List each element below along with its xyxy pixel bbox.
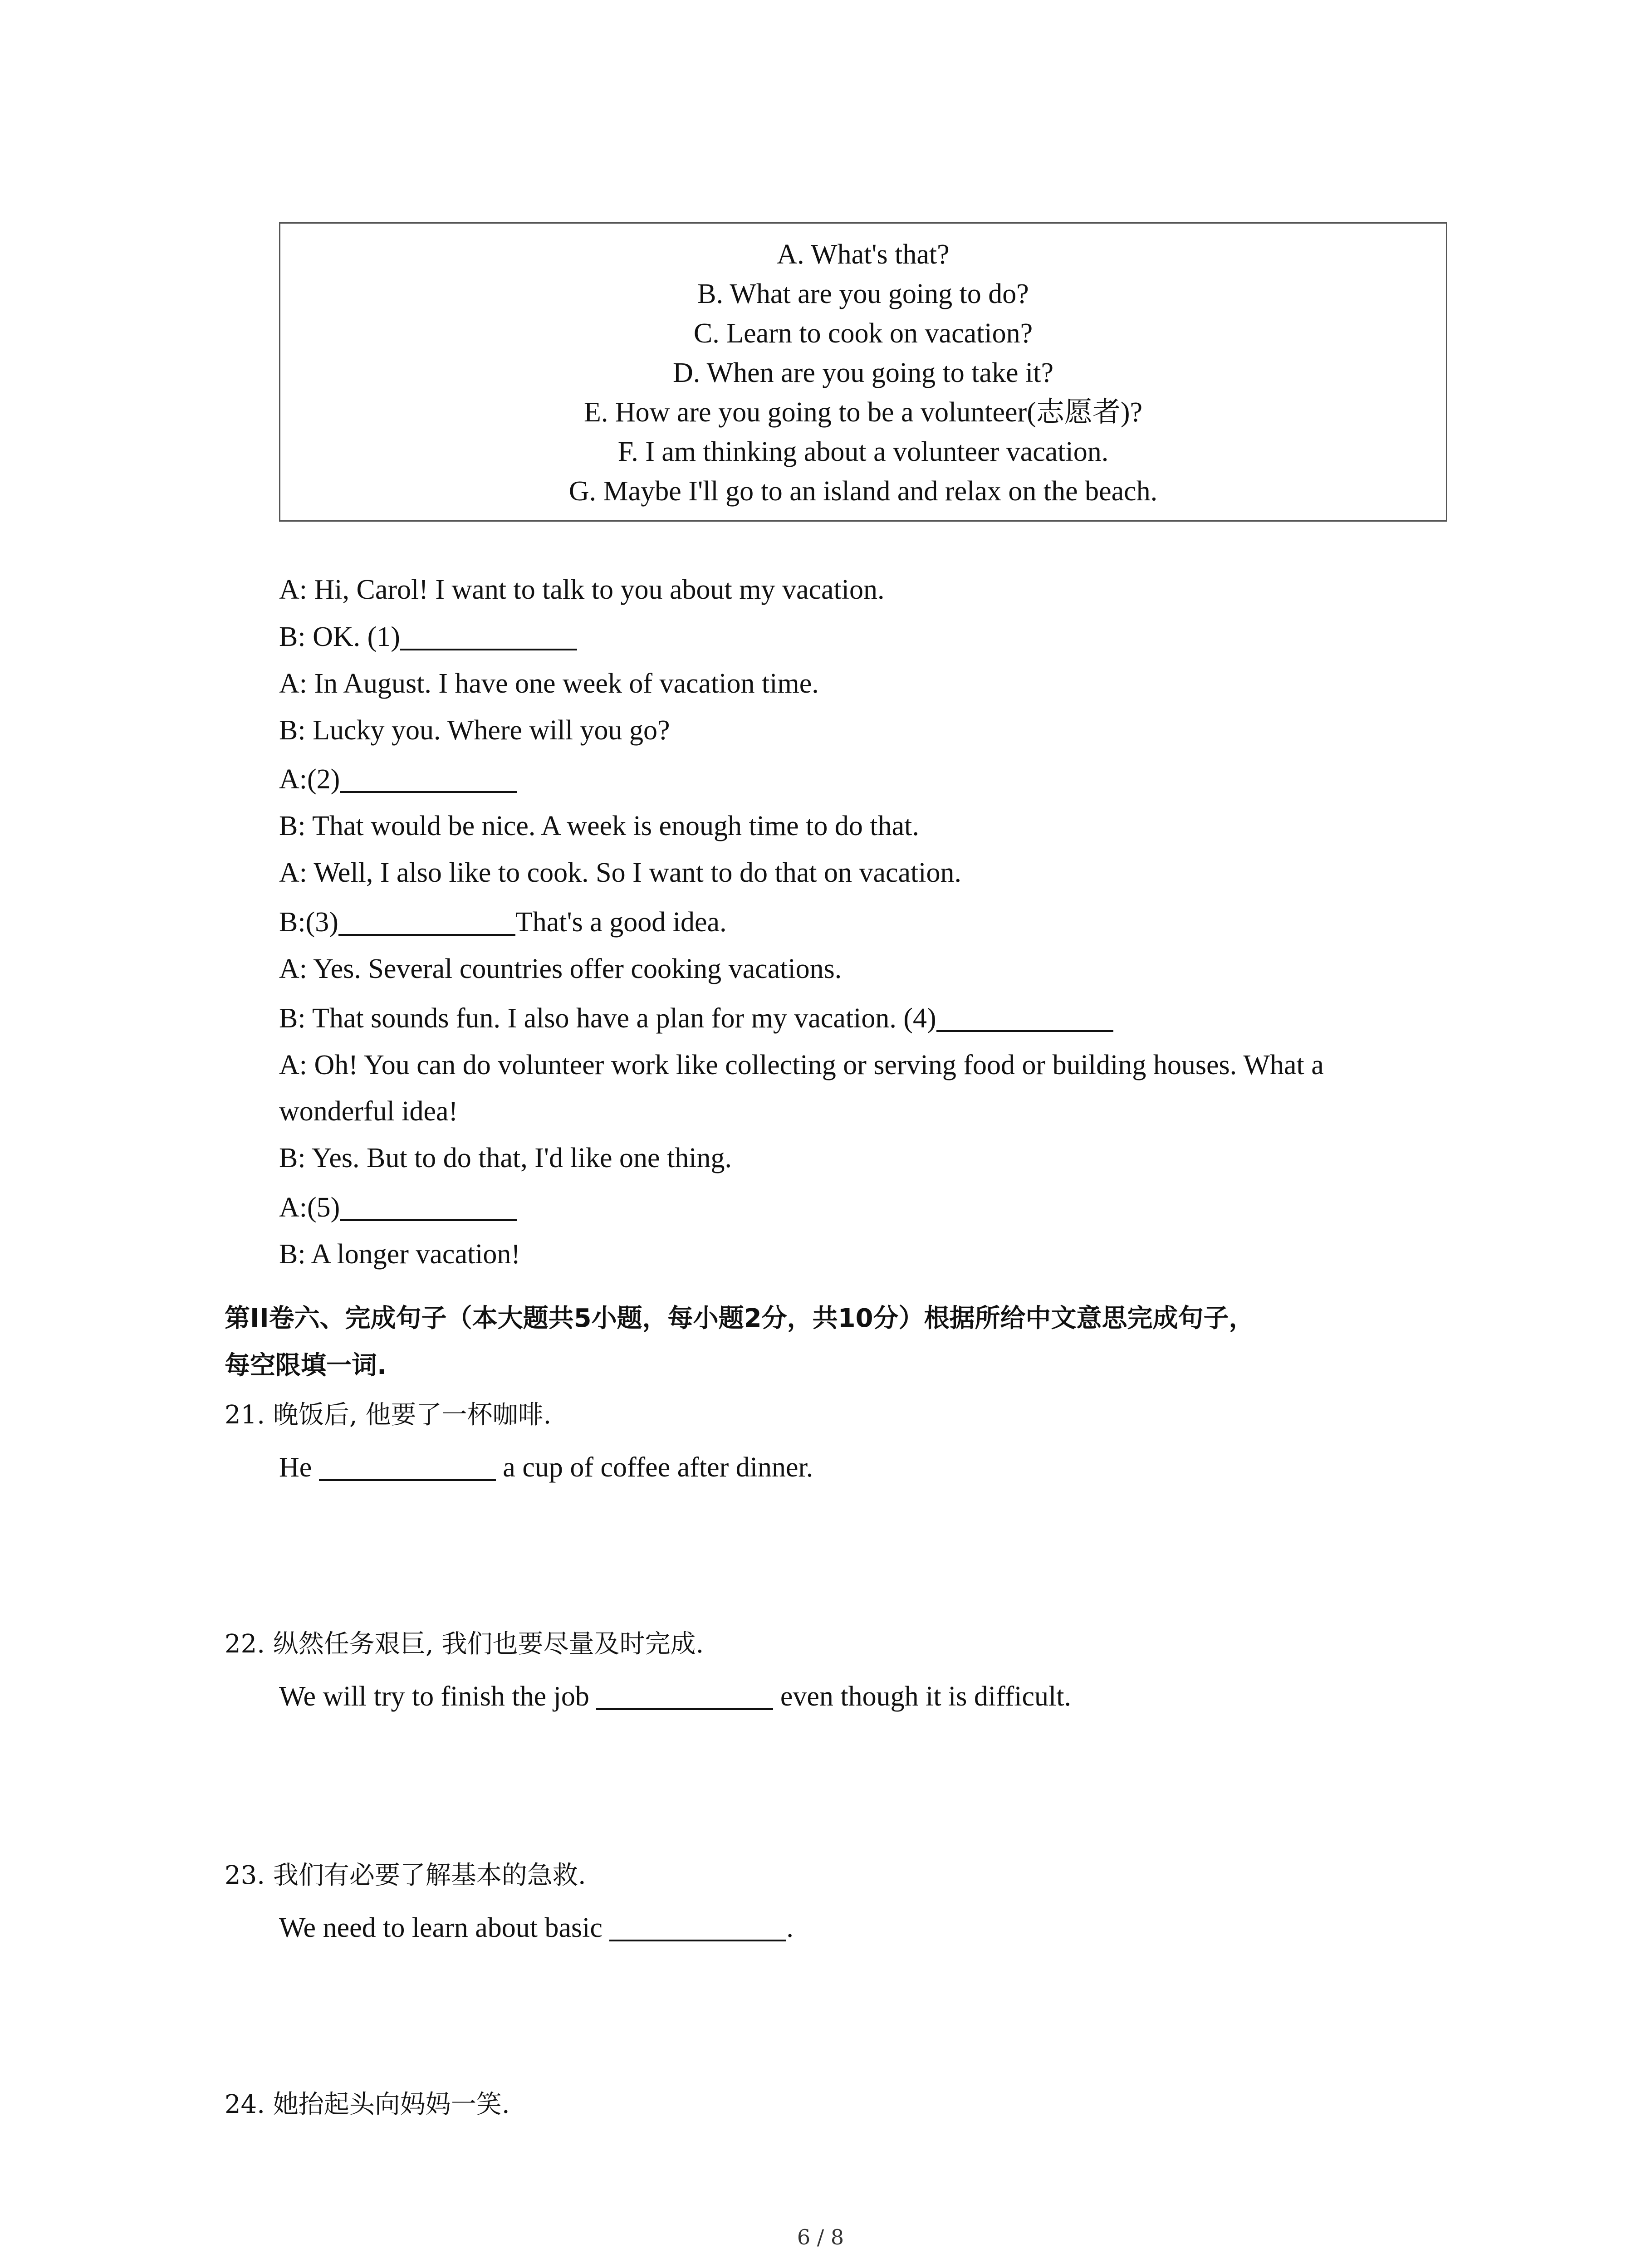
answer-blank-5[interactable] bbox=[340, 1191, 517, 1221]
answer-blank-3[interactable] bbox=[338, 906, 515, 936]
question-24-chinese: 24. 她抬起头向妈妈一笑. bbox=[225, 2090, 510, 2119]
option-f: F. I am thinking about a volunteer vacation. bbox=[617, 436, 1109, 467]
question-21-english: He a cup of coffee after dinner. bbox=[279, 1452, 813, 1483]
answer-blank-22[interactable] bbox=[596, 1680, 773, 1710]
dialogue-line: B: Yes. But to do that, I'd like one thing. bbox=[279, 1143, 732, 1173]
question-22-english: We will try to finish the job even though it is difficult. bbox=[279, 1681, 1071, 1712]
answer-blank-1[interactable] bbox=[400, 621, 577, 650]
option-d: D. When are you going to take it? bbox=[672, 357, 1054, 388]
option-g: G. Maybe I'll go to an island and relax on the beach. bbox=[568, 476, 1158, 507]
options-box bbox=[279, 222, 1447, 522]
dialogue-line: B: That sounds fun. I also have a plan for my vacation. (4) bbox=[279, 996, 1113, 1041]
dialogue-line: A:(5) bbox=[279, 1185, 517, 1230]
answer-blank-23[interactable] bbox=[609, 1911, 786, 1941]
dialogue-line: wonderful idea! bbox=[279, 1096, 458, 1127]
page-number: 6 / 8 bbox=[797, 2225, 844, 2249]
option-c: C. Learn to cook on vacation? bbox=[693, 318, 1033, 349]
answer-blank-21[interactable] bbox=[319, 1451, 496, 1481]
option-e: E. How are you going to be a volunteer(志愿者)? bbox=[583, 397, 1143, 428]
dialogue-line: B: That would be nice. A week is enough time to do that. bbox=[279, 811, 919, 841]
dialogue-line: A:(2) bbox=[279, 757, 517, 802]
dialogue-line: A: Well, I also like to cook. So I want to do that on vacation. bbox=[279, 857, 961, 888]
section-heading: 第II卷六、完成句子（本大题共5小题，每小题2分，共10分）根据所给中文意思完成句子， 每空限填一词. bbox=[225, 1304, 1254, 1380]
dialogue-line: B: OK. (1) bbox=[279, 614, 577, 660]
dialogue-line: A: Yes. Several countries offer cooking vacations. bbox=[279, 953, 842, 984]
dialogue-line: B: A longer vacation! bbox=[279, 1239, 521, 1270]
answer-blank-4[interactable] bbox=[936, 1002, 1113, 1032]
question-23-chinese: 23. 我们有必要了解基本的急救. bbox=[225, 1861, 586, 1890]
option-b: B. What are you going to do? bbox=[697, 279, 1029, 309]
answer-blank-2[interactable] bbox=[340, 763, 517, 793]
question-23-english: We need to learn about basic . bbox=[279, 1912, 794, 1943]
question-21-chinese: 21. 晚饭后, 他要了一杯咖啡. bbox=[225, 1400, 552, 1430]
dialogue-line: A: Hi, Carol! I want to talk to you about my vacation. bbox=[279, 574, 885, 605]
dialogue-line: A: Oh! You can do volunteer work like collecting or serving food or building houses. What a bbox=[279, 1050, 1324, 1080]
option-a: A. What's that? bbox=[777, 239, 950, 270]
dialogue-line: B:(3) That's a good idea. bbox=[279, 907, 727, 938]
dialogue-line: B: Lucky you. Where will you go? bbox=[279, 715, 670, 746]
dialogue-line: A: In August. I have one week of vacation time. bbox=[279, 668, 819, 699]
question-22-chinese: 22. 纵然任务艰巨, 我们也要尽量及时完成. bbox=[225, 1629, 704, 1659]
